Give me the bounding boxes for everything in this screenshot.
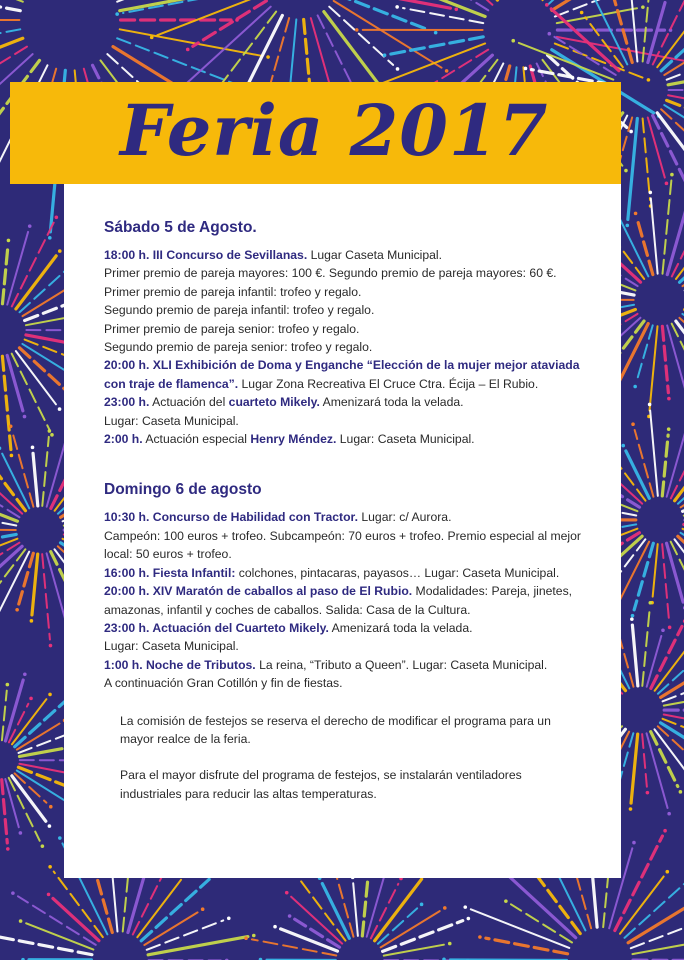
firework-ray <box>486 938 568 954</box>
firework-ray <box>642 734 647 787</box>
firework-spark <box>434 31 438 35</box>
schedule-line <box>104 601 621 619</box>
note-paragraph <box>120 766 621 803</box>
firework-spark <box>648 403 652 407</box>
schedule-text: Lugar Zona Recreativa El Cruce Ctra. Écija – El Rubio. <box>238 376 539 391</box>
schedule-text: amazonas, infantil y coches de caballos. Salida: Casa de la Cultura. <box>104 602 471 617</box>
schedule-highlight: 10:30 h. Concurso de Habilidad con Tractor. <box>104 510 358 525</box>
firework-spark <box>11 891 15 895</box>
firework-spark <box>48 865 52 869</box>
firework-spark <box>186 48 190 52</box>
firework-spark <box>631 614 635 618</box>
schedule-text: Segundo premio de pareja senior: trofeo y regalo. <box>104 340 373 355</box>
firework-spark <box>6 847 10 851</box>
firework-spark <box>50 433 54 437</box>
firework-spark <box>634 212 638 216</box>
firework-ray <box>632 625 637 686</box>
firework-ray <box>2 246 7 303</box>
firework-ray <box>648 3 665 63</box>
firework-ray <box>667 211 684 275</box>
firework-spark <box>445 69 449 73</box>
schedule-line <box>104 545 621 563</box>
firework-ray <box>662 544 669 621</box>
firework-spark <box>396 67 400 71</box>
firework-ray <box>2 780 8 843</box>
firework-spark <box>9 425 13 429</box>
firework-spark <box>48 824 52 828</box>
note-line: mayor realce de la feria. <box>120 731 251 746</box>
firework-spark <box>524 67 528 71</box>
schedule-text: Amenizará toda la velada. <box>328 620 473 635</box>
firework-ray <box>648 118 665 178</box>
firework-spark <box>667 397 671 401</box>
firework-ray <box>658 653 684 694</box>
firework-ray <box>334 1 442 68</box>
title-banner <box>10 82 621 184</box>
firework-spark <box>545 3 549 7</box>
firework-spark <box>49 644 53 648</box>
schedule-text: Primer premio de pareja senior: trofeo y regalo. <box>104 321 360 336</box>
firework-spark <box>665 870 669 874</box>
firework-spark <box>648 191 652 195</box>
firework-spark <box>48 429 52 433</box>
firework-spark <box>355 28 359 32</box>
firework-spark <box>646 791 650 795</box>
firework-spark <box>201 907 205 911</box>
firework-spark <box>31 446 35 450</box>
firework-ray <box>16 256 56 309</box>
firework-spark <box>15 608 19 612</box>
firework-spark <box>29 697 33 701</box>
firework-spark <box>7 239 11 243</box>
firework-spark <box>252 934 256 938</box>
schedule-line <box>104 356 621 374</box>
firework-spark <box>467 917 471 921</box>
firework-ray <box>32 554 38 615</box>
schedule-text: Primer premio de pareja mayores: 100 €. Segundo premio de pareja mayores: 60 €. <box>104 266 557 281</box>
schedule-text: Lugar: Caseta Municipal. <box>104 639 239 654</box>
firework-spark <box>641 5 645 9</box>
schedule-text: Amenizará toda la velada. <box>319 395 464 410</box>
schedule-text: La reina, “Tributo a Queen”. Lugar: Caseta Municipal. <box>255 657 548 672</box>
firework-spark <box>150 36 154 40</box>
firework-spark <box>661 628 665 632</box>
firework-spark <box>630 617 634 621</box>
schedule-text: Primer premio de pareja infantil: trofeo y regalo. <box>104 284 362 299</box>
schedule-highlight: 23:00 h. Actuación del Cuarteto Mikely. <box>104 620 329 635</box>
schedule-line <box>104 246 621 264</box>
schedule-line <box>104 412 621 430</box>
schedule-line <box>104 393 621 411</box>
schedule-highlight: 18:00 h. III Concurso de Sevillanas. <box>104 248 308 262</box>
firework-ray <box>42 554 50 639</box>
firework-ray <box>0 0 23 2</box>
firework-spark <box>663 829 667 833</box>
firework-ray <box>7 355 23 410</box>
firework-ray <box>157 0 263 35</box>
schedule-line <box>104 674 621 692</box>
firework-ray <box>662 435 668 496</box>
firework-spark <box>47 893 51 897</box>
schedule-line <box>104 619 621 637</box>
firework-spark <box>667 427 671 431</box>
firework-ray <box>42 437 49 506</box>
schedule-line <box>104 527 621 545</box>
firework-spark <box>629 807 633 811</box>
firework-spark <box>448 942 452 946</box>
firework-spark <box>629 130 633 134</box>
firework-ray <box>642 609 649 686</box>
firework-spark <box>19 831 23 835</box>
schedule-line <box>104 430 621 448</box>
schedule-highlight: con traje de flamenca”. <box>104 376 239 391</box>
firework-spark <box>288 914 292 918</box>
firework-spark <box>648 601 652 605</box>
firework-ray <box>637 219 653 274</box>
firework-spark <box>49 805 53 809</box>
firework-spark <box>58 836 62 840</box>
schedule-text: Actuación especial <box>142 432 251 447</box>
schedule-line <box>104 582 621 600</box>
firework-spark <box>667 812 671 816</box>
firework-ray <box>148 937 248 955</box>
firework-spark <box>41 844 45 848</box>
firework-spark <box>463 905 467 909</box>
note-paragraph <box>120 712 621 749</box>
note-line: industriales para reducir las altas temperaturas. <box>120 786 377 801</box>
firework-ray <box>653 544 658 597</box>
schedule-text: Lugar: Caseta Municipal. <box>336 432 475 447</box>
note-line: Para el mayor disfrute del programa de festejos, se instalarán ventiladores <box>120 768 522 783</box>
firework-ray <box>353 883 358 936</box>
schedule-text: Segundo premio de pareja infantil: trofeo y regalo. <box>104 303 375 318</box>
firework-spark <box>504 899 508 903</box>
firework-ray <box>628 118 637 219</box>
firework-ray <box>643 118 650 200</box>
firework-spark <box>6 683 10 687</box>
firework-spark <box>23 672 27 676</box>
firework-spark <box>55 215 59 219</box>
schedule-text: A continuación Gran Cotillón y fin de fiestas. <box>104 676 343 691</box>
firework-ray <box>2 691 7 741</box>
schedule-line <box>104 283 621 301</box>
firework-ray <box>0 936 92 955</box>
firework-spark <box>28 224 32 228</box>
firework-spark <box>670 173 674 177</box>
firework-spark <box>511 39 515 43</box>
firework-spark <box>625 224 629 228</box>
firework-ray <box>2 356 10 449</box>
schedule-text: Modalidades: Pareja, jinetes, <box>412 584 573 599</box>
day-saturday-heading: Sábado 5 de Agosto. <box>104 219 257 236</box>
firework-spark <box>383 53 387 57</box>
schedule-text: local: 50 euros + trofeo. <box>104 547 232 562</box>
firework-ray <box>662 326 668 392</box>
firework-spark <box>443 906 447 910</box>
program-card <box>64 184 621 878</box>
firework-spark <box>580 11 584 15</box>
firework-spark <box>633 385 637 389</box>
firework-ray <box>557 8 637 23</box>
firework-spark <box>23 415 27 419</box>
firework-ray <box>216 12 276 92</box>
firework-spark <box>632 841 636 845</box>
firework-ray <box>655 729 684 798</box>
firework-ray <box>649 326 657 410</box>
firework-spark <box>48 693 52 697</box>
firework-spark <box>478 935 482 939</box>
firework-spark <box>227 917 231 921</box>
firework-spark <box>58 407 62 411</box>
schedule-line <box>104 375 621 393</box>
firework-spark <box>273 925 277 929</box>
schedule-line <box>104 656 621 674</box>
firework-spark <box>631 422 635 426</box>
firework-spark <box>10 454 14 458</box>
page-title: Feria 2017 <box>120 89 549 172</box>
firework-spark <box>668 626 672 630</box>
schedule-line <box>104 338 621 356</box>
schedule-line <box>104 637 621 655</box>
firework-spark <box>285 891 289 895</box>
schedule-text: Campeón: 100 euros + trofeo. Subcampeón: 70 euros + trofeo. Premio especial al mejor <box>104 528 581 543</box>
schedule-line <box>104 508 621 526</box>
firework-ray <box>651 198 658 273</box>
firework-spark <box>665 182 669 186</box>
schedule-highlight: 16:00 h. Fiesta Infantil: <box>104 565 236 580</box>
schedule-text: Lugar: Caseta Municipal. <box>104 413 239 428</box>
schedule-line <box>104 264 621 282</box>
firework-spark <box>58 249 62 253</box>
firework-ray <box>33 453 38 506</box>
day-saturday-schedule <box>104 246 621 448</box>
firework-spark <box>420 903 424 907</box>
firework-spark <box>30 619 34 623</box>
firework-ray <box>631 734 638 803</box>
schedule-highlight: 20:00 h. XIV Maratón de caballos al paso de El Rubio. <box>104 584 413 599</box>
schedule-text: Lugar Caseta Municipal. <box>307 248 443 262</box>
firework-spark <box>679 790 683 794</box>
day-sunday-schedule <box>104 508 621 692</box>
schedule-line <box>104 320 621 338</box>
firework-ray <box>383 921 463 952</box>
firework-spark <box>115 12 119 16</box>
firework-spark <box>624 169 628 173</box>
firework-spark <box>48 236 52 240</box>
firework-ray <box>667 422 684 497</box>
firework-spark <box>647 78 651 82</box>
notes <box>104 712 621 804</box>
schedule-highlight: 23:00 h. <box>104 395 150 410</box>
firework-spark <box>266 55 270 59</box>
schedule-text: Actuación del <box>149 395 229 410</box>
note-line: La comisión de festejos se reserva el derecho de modificar el programa para un <box>120 713 551 728</box>
firework-spark <box>19 919 23 923</box>
firework-ray <box>667 325 684 415</box>
firework-ray <box>0 0 20 11</box>
schedule-text: Lugar: c/ Aurora. <box>357 510 452 525</box>
firework-ray <box>123 869 129 931</box>
schedule-highlight: 2:00 h. <box>104 432 143 447</box>
firework-spark <box>244 936 248 940</box>
firework-ray <box>12 776 46 821</box>
schedule-highlight: cuarteto Mikely. <box>228 395 320 410</box>
firework-spark <box>0 446 1 450</box>
firework-spark <box>548 32 552 36</box>
schedule-text: colchones, pintacaras, payasos… Lugar: Caseta Municipal. <box>235 565 560 580</box>
firework-spark <box>454 7 458 11</box>
day-sunday-heading: Domingo 6 de agosto <box>104 481 262 499</box>
schedule-highlight: 1:00 h. Noche de Tributos. <box>104 657 256 672</box>
schedule-line <box>104 564 621 582</box>
firework-ray <box>471 909 569 948</box>
schedule-highlight: 20:00 h. XLI Exhibición de Doma y Enganche “Elección de la mujer mejor ataviada <box>104 358 580 373</box>
firework-ray <box>117 0 284 2</box>
firework-spark <box>621 444 625 448</box>
firework-ray <box>650 410 658 495</box>
firework-spark <box>395 5 399 9</box>
schedule-highlight: Henry Méndez. <box>250 432 337 447</box>
firework-ray <box>137 880 181 937</box>
schedule-line <box>104 301 621 319</box>
firework-ray <box>19 553 34 604</box>
